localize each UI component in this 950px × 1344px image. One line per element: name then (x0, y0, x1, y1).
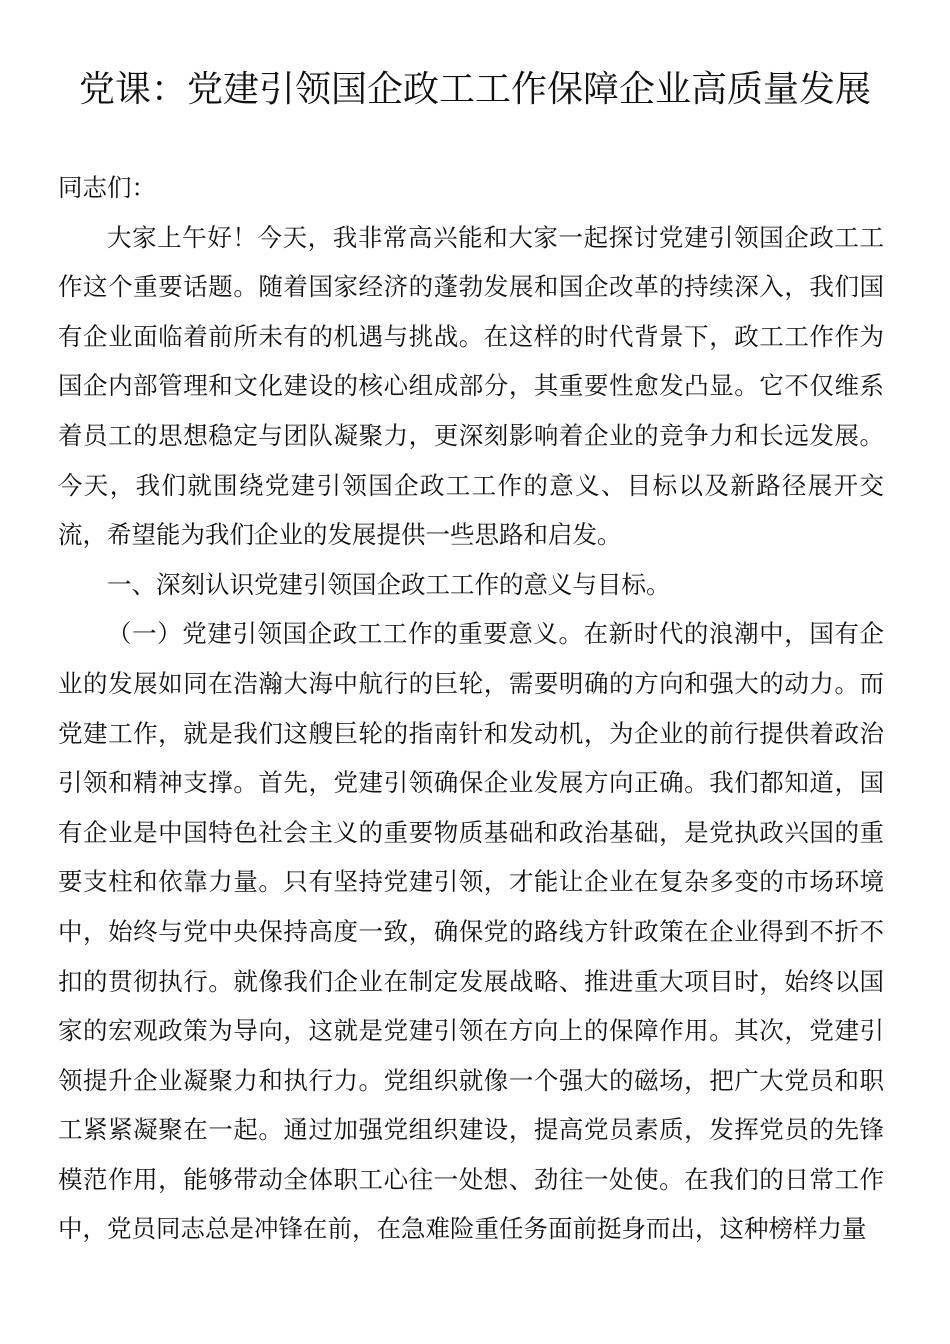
salutation: 同志们： (58, 173, 156, 202)
section-heading-1: 一、深刻认识党建引领国企政工工作的意义与目标。 (107, 569, 671, 599)
document-body (58, 163, 884, 1254)
document-title: 党课：党建引领国企政工工作保障企业高质量发展 (78, 69, 871, 110)
paragraph-significance: （一）党建引领国企政工工作的重要意义。在新时代的浪潮中，国有企业的发展如同在浩瀚大海中航行的巨轮，需要明确的方向和强大的动力。而党建工作，就是我们这艘巨轮的指南针和发动机，为企业的前行提供着政治引领和精神支撑。首先，党建引领确保企业发展方向正确。我们都知道，国有企业是中国特色社会主义的重要物质基础和政治基础，是党执政兴国的重要支柱和依靠力量。只有坚持党建引领，才能让企业在复杂多变的市场环境中，始终与党中央保持高度一致，确保党的路线方针政策在企业得到不折不扣的贯彻执行。就像我们企业在制定发展战略、推进重大项目时，始终以国家的宏观政策为导向，这就是党建引领在方向上的保障作用。其次，党建引领提升企业凝聚力和执行力。党组织就像一个强大的磁场，把广大党员和职工紧紧凝聚在一起。通过加强党组织建设，提高党员素质，发挥党员的先锋模范作用，能够带动全体职工心往一处想、劲往一处使。在我们的日常工作中，党员同志总是冲锋在前，在急难险重任务面前挺身而出，这种榜样力量 (58, 619, 884, 1244)
paragraph-intro: 大家上午好！今天，我非常高兴能和大家一起探讨党建引领国企政工工作这个重要话题。随着国家经济的蓬勃发展和国企改革的持续深入，我们国有企业面临着前所未有的机遇与挑战。在这样的时代背景下，政工工作作为国企内部管理和文化建设的核心组成部分，其重要性愈发凸显。它不仅维系着员工的思想稳定与团队凝聚力，更深刻影响着企业的竞争力和长远发展。今天，我们就围绕党建引领国企政工工作的意义、目标以及新路径展开交流，希望能为我们企业的发展提供一些思路和启发。 (58, 222, 884, 550)
